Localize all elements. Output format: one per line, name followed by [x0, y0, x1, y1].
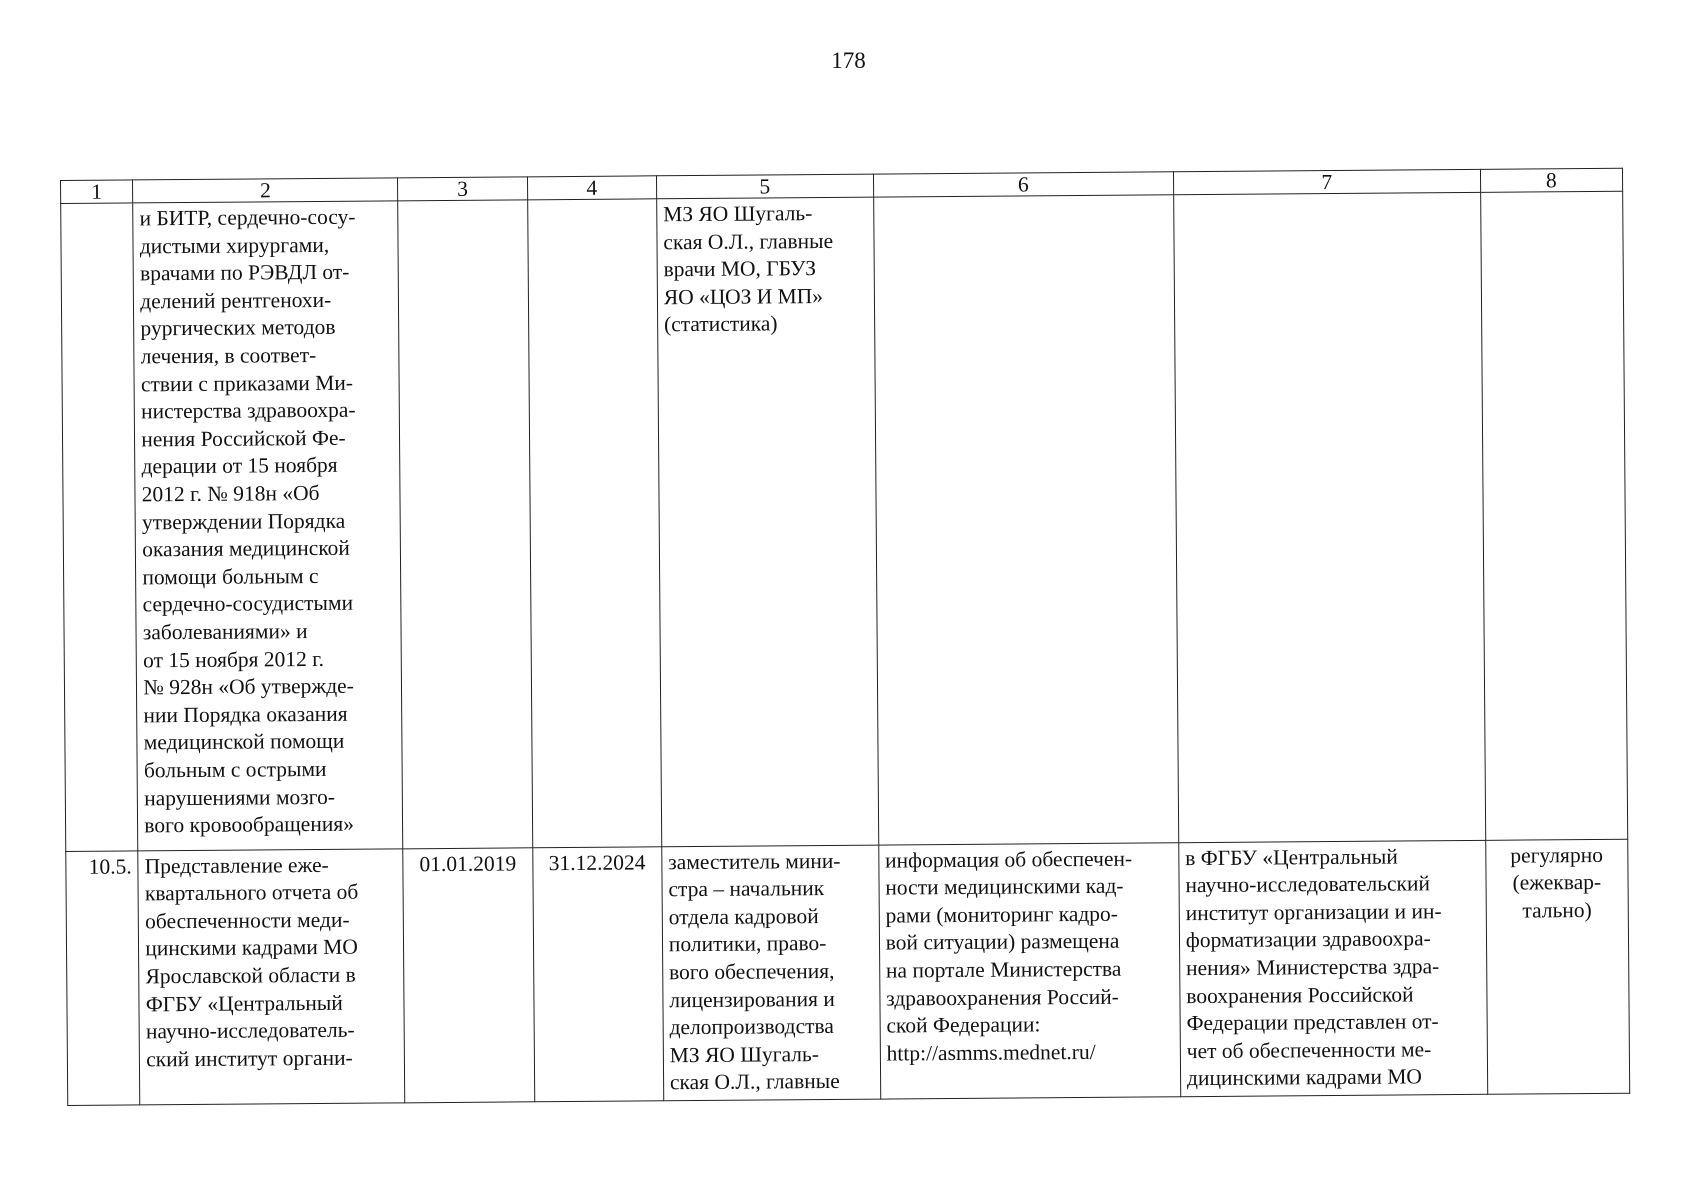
- expected-result: информация об обеспечен- ности медицинскими кад- рами (мониторинг кадро- вой ситуации) размещена на портале Министерства здравоохранения Россий- ской Федерации: http://asmms.mednet.ru/: [878, 842, 1180, 1099]
- event-description: и БИТР, сердечно-сосу- дистыми хирургами, врачами по РЭВДЛ от- делений рентгенохи- рургических методов лечения, в соответ- ствии с приказами Ми- нистерства здравоохра- нения Российской Фе- дерации от 15 ноября 2012 г. № 918н «Об утверждении Порядка оказания медицинской помощи больным с сердечно-сосудистыми заболеваниями» и от 15 ноября 2012 г. № 928н «Об утвержде- нии Порядка оказания медицинской помощи больным с острыми нарушениями мозго- вого кровообращения»: [133, 201, 403, 851]
- start-date: [398, 200, 532, 849]
- periodicity: [1480, 191, 1628, 840]
- responsible-person: МЗ ЯО Шугаль- ская О.Л., главные врачи МО, ГБУЗ ЯО «ЦОЗ И МП» (статистика): [657, 197, 879, 846]
- table-row: [66, 839, 1630, 1106]
- row-number: [61, 203, 138, 851]
- end-date: 31.12.2024: [532, 846, 663, 1101]
- header-col-3: 3: [398, 177, 527, 201]
- header-col-1: 1: [61, 180, 133, 204]
- header-col-2: 2: [133, 178, 398, 203]
- header-col-7: 7: [1173, 169, 1480, 194]
- end-date: [527, 199, 661, 848]
- row-number: 10.5.: [66, 851, 140, 1106]
- start-date: 01.01.2019: [403, 847, 534, 1102]
- header-col-4: 4: [527, 176, 656, 200]
- header-col-8: 8: [1480, 168, 1623, 192]
- event-description: Представление еже- квартального отчета об обеспеченности меди- цинскими кадрами МО Ярославской области в ФГБУ «Центральный научно-исследователь- ский институт органи-: [138, 848, 405, 1104]
- page-number: 178: [831, 48, 866, 73]
- header-col-5: 5: [656, 174, 873, 199]
- control-indicator: [1174, 192, 1486, 842]
- header-col-6: 6: [873, 172, 1173, 197]
- table-row: [61, 191, 1628, 851]
- control-indicator: в ФГБУ «Центральный научно-исследовательский институт организации и ин- форматизации здравоохра- нения» Министерства здра- воохранения Российской Федерации представлен от- чет об обеспеченности ме- дицинскими кадрами МО: [1179, 840, 1488, 1097]
- expected-result: [873, 195, 1178, 845]
- document-table: [60, 168, 1630, 1106]
- responsible-person: заместитель мини- стра – начальник отдела кадровой политики, право- вого обеспечения, лицензирования и делопроизводства МЗ ЯО Шугаль- ская О.Л., главные: [662, 845, 881, 1101]
- periodicity: регулярно (ежеквар- тально): [1485, 839, 1629, 1094]
